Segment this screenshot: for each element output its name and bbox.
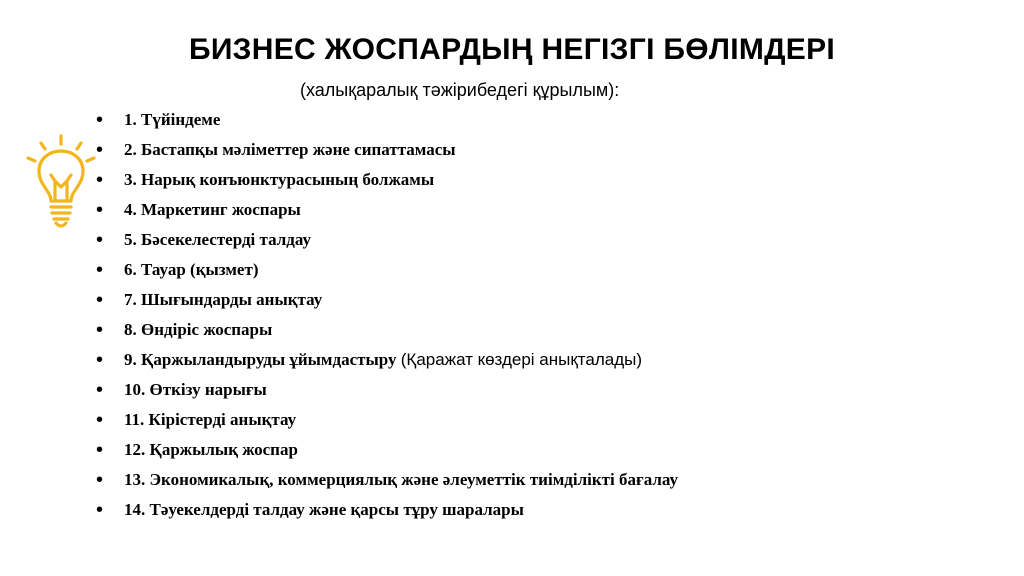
list-item-text: 12. Қаржылық жоспар (124, 440, 298, 459)
list-item-text: 13. Экономикалық, коммерциялық және әлеуметтік тиімділікті бағалау (124, 470, 679, 489)
bullet-icon: • (96, 499, 104, 521)
slide-subtitle: (халықаралық тәжірибедегі құрылым): (300, 80, 620, 100)
list-item-text: 10. Өткізу нарығы (124, 380, 267, 399)
sections-list (96, 105, 678, 525)
bullet-icon: • (96, 229, 104, 251)
list-item (96, 225, 678, 255)
list-item (96, 495, 678, 525)
list-item-text: 4. Маркетинг жоспары (124, 200, 301, 219)
bullet-icon: • (96, 439, 104, 461)
list-item (96, 435, 678, 465)
list-item-text: 8. Өндіріс жоспары (124, 320, 273, 339)
list-item-text: 11. Кірістерді анықтау (124, 410, 297, 429)
slide-title: БИЗНЕС ЖОСПАРДЫҢ НЕГІЗГІ БӨЛІМДЕРІ (188, 33, 836, 66)
bullet-icon: • (96, 199, 104, 221)
bullet-icon: • (96, 469, 104, 491)
list-item (96, 255, 678, 285)
list-item-text: 14. Тәуекелдерді талдау және қарсы тұру шаралары (124, 500, 524, 519)
list-item-text: 6. Тауар (қызмет) (124, 260, 259, 279)
list-item-text: 9. Қаржыландыруды ұйымдастыру (124, 350, 401, 369)
lightbulb-icon (25, 133, 97, 233)
bullet-icon: • (96, 259, 104, 281)
list-item (96, 465, 678, 495)
bullet-icon: • (96, 169, 104, 191)
bullet-icon: • (96, 109, 104, 131)
list-item (96, 105, 678, 135)
bullet-icon: • (96, 409, 104, 431)
list-item-text: 1. Түйіндеме (124, 110, 221, 129)
list-item (96, 345, 678, 375)
list-item (96, 195, 678, 225)
list-item-text: 5. Бәсекелестерді талдау (124, 230, 312, 249)
list-item-text: 2. Бастапқы мәліметтер және сипаттамасы (124, 140, 456, 159)
bullet-icon: • (96, 289, 104, 311)
list-item (96, 165, 678, 195)
list-item-text: 3. Нарық конъюнктурасының болжамы (124, 170, 435, 189)
bullet-icon: • (96, 319, 104, 341)
list-item (96, 405, 678, 435)
list-item (96, 375, 678, 405)
list-item-text: 7. Шығындарды анықтау (124, 290, 323, 309)
bullet-icon: • (96, 379, 104, 401)
list-item (96, 315, 678, 345)
bullet-icon: • (96, 139, 104, 161)
bullet-icon: • (96, 349, 104, 371)
list-item (96, 135, 678, 165)
list-item-note: (Қаражат көздері анықталады) (400, 350, 643, 369)
list-item (96, 285, 678, 315)
